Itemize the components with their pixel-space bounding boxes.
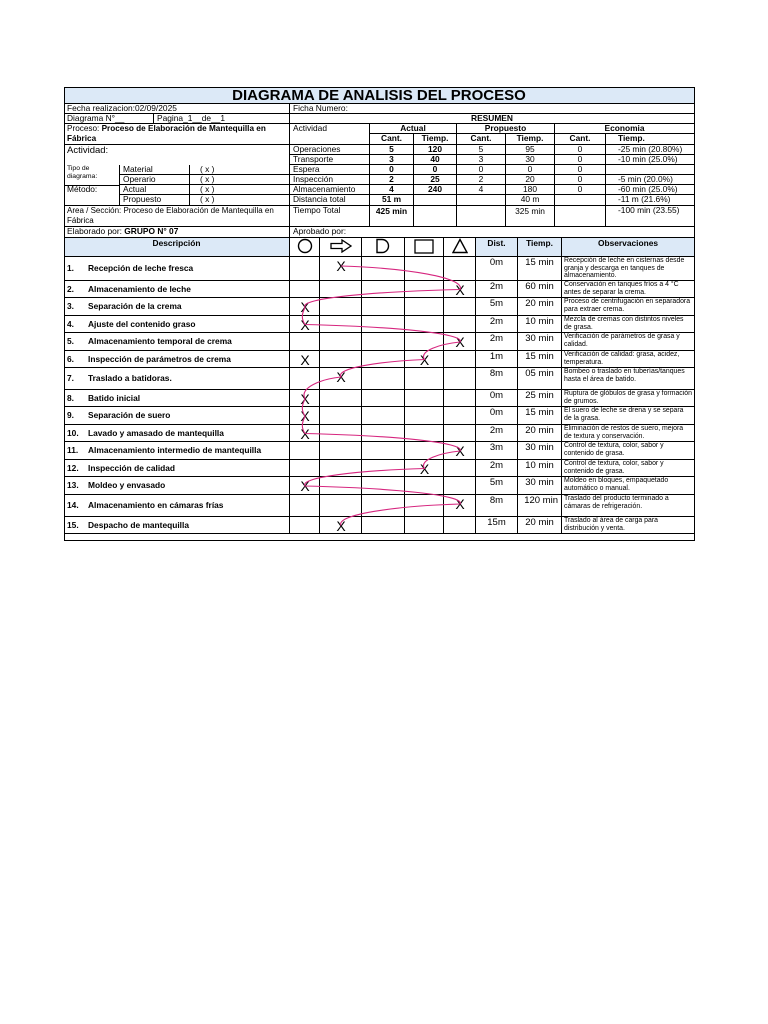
elaborado-label: Elaborado por: bbox=[67, 227, 122, 236]
elaborado-field bbox=[64, 227, 290, 238]
step-description bbox=[64, 257, 290, 281]
symbol-cell bbox=[362, 333, 405, 351]
actual-tiemp: 40 bbox=[414, 155, 457, 165]
fecha-field: Fecha realizacion:02/09/2025 bbox=[64, 104, 290, 114]
activity-x-mark: X bbox=[300, 390, 310, 407]
symbol-cell bbox=[290, 257, 320, 281]
symbol-cell bbox=[405, 477, 444, 495]
material-check: ( x ) bbox=[190, 165, 290, 175]
step-time: 20 min bbox=[518, 517, 562, 534]
step-label: Traslado a batidoras. bbox=[88, 373, 172, 383]
symbol-cell bbox=[405, 442, 444, 460]
economia-tiemp: -60 min (25.0%) bbox=[606, 185, 695, 195]
step-label: Separación de suero bbox=[88, 410, 171, 420]
step-number: 6. bbox=[67, 353, 74, 364]
step-observation: Control de textura, color, sabor y contenido de grasa. bbox=[562, 460, 695, 477]
summary-row-label: Espera bbox=[290, 165, 370, 175]
symbol-cell bbox=[320, 351, 362, 368]
summary-row-label: Almacenamiento bbox=[290, 185, 370, 195]
step-label: Almacenamiento en cámaras frías bbox=[88, 500, 224, 510]
actual-tiemp: 25 bbox=[414, 175, 457, 185]
step-observation: Mezcla de cremas con distintos niveles de grasa. bbox=[562, 316, 695, 333]
step-observation: Conservación en tanques fríos a 4 °C antes de separar la crema. bbox=[562, 281, 695, 298]
arrow-symbol-header bbox=[320, 238, 362, 257]
symbol-cell bbox=[290, 368, 320, 390]
step-distance: 1m bbox=[476, 351, 518, 368]
triangle-icon bbox=[452, 238, 468, 256]
actual-tiemp bbox=[414, 195, 457, 206]
propuesto-cant bbox=[457, 206, 506, 227]
symbol-cell bbox=[320, 442, 362, 460]
step-description bbox=[64, 425, 290, 442]
area-field: Area / Sección: Proceso de Elaboración de Mantequilla en Fábrica bbox=[64, 206, 290, 227]
activity-x-mark: X bbox=[455, 281, 465, 298]
step-number: 5. bbox=[67, 336, 74, 346]
propuesto-tiemp: 0 bbox=[506, 165, 555, 175]
propuesto-tiemp: 40 m bbox=[506, 195, 555, 206]
symbol-cell bbox=[320, 298, 362, 316]
step-description bbox=[64, 390, 290, 407]
symbol-cell bbox=[405, 425, 444, 442]
aprobado-field: Aprobado por: bbox=[290, 227, 695, 238]
economia-cant bbox=[555, 195, 606, 206]
ficha-field: Ficha Numero: bbox=[290, 104, 695, 114]
symbol-cell bbox=[290, 333, 320, 351]
step-description bbox=[64, 495, 290, 517]
step-time: 30 min bbox=[518, 477, 562, 495]
step-label: Moldeo y envasado bbox=[88, 480, 166, 490]
step-distance: 2m bbox=[476, 316, 518, 333]
economia-tiemp: -10 min (25.0%) bbox=[606, 155, 695, 165]
step-number: 14. bbox=[67, 500, 79, 510]
actual-heading: Actual bbox=[370, 124, 457, 134]
step-label: Ajuste del contenido graso bbox=[88, 318, 196, 329]
step-number: 7. bbox=[67, 373, 74, 383]
symbol-cell bbox=[362, 351, 405, 368]
symbol-cell bbox=[444, 517, 476, 534]
step-distance: 5m bbox=[476, 298, 518, 316]
symbol-cell bbox=[444, 477, 476, 495]
actual-cant: 3 bbox=[370, 155, 414, 165]
economia-cant: 0 bbox=[555, 185, 606, 195]
activity-x-mark: X bbox=[419, 351, 430, 368]
page-title: DIAGRAMA DE ANALISIS DEL PROCESO bbox=[64, 87, 695, 104]
step-description bbox=[64, 281, 290, 298]
triangle-symbol-header bbox=[444, 238, 476, 257]
symbol-cell bbox=[320, 390, 362, 407]
step-description bbox=[64, 517, 290, 534]
symbol-cell bbox=[405, 298, 444, 316]
symbol-cell bbox=[320, 425, 362, 442]
step-description bbox=[64, 368, 290, 390]
propuesto-cant: 2 bbox=[457, 175, 506, 185]
economia-cant: 0 bbox=[555, 165, 606, 175]
step-distance: 5m bbox=[476, 477, 518, 495]
square-icon bbox=[414, 239, 434, 256]
propuesto-cant: 4 bbox=[457, 185, 506, 195]
symbol-cell bbox=[362, 368, 405, 390]
resumen-heading: RESUMEN bbox=[290, 114, 695, 124]
dist-header: Dist. bbox=[476, 238, 518, 257]
step-distance: 8m bbox=[476, 368, 518, 390]
step-distance: 2m bbox=[476, 281, 518, 298]
material-option: Material bbox=[120, 165, 190, 175]
step-time: 05 min bbox=[518, 368, 562, 390]
symbol-cell bbox=[320, 316, 362, 333]
step-number: 1. bbox=[67, 263, 74, 273]
circle-symbol-header bbox=[290, 238, 320, 257]
symbol-cell bbox=[362, 257, 405, 281]
step-label: Despacho de mantequilla bbox=[88, 519, 189, 530]
symbol-cell bbox=[405, 281, 444, 298]
step-number: 3. bbox=[67, 301, 74, 311]
activity-x-mark: X bbox=[300, 316, 310, 333]
symbol-cell bbox=[320, 333, 362, 351]
propuesto-tiemp: 325 min bbox=[506, 206, 555, 227]
activity-x-mark: X bbox=[300, 425, 310, 442]
symbol-cell bbox=[290, 517, 320, 534]
symbol-cell bbox=[290, 442, 320, 460]
symbol-cell bbox=[444, 390, 476, 407]
step-number: 2. bbox=[67, 283, 74, 294]
actividad-left: Actividad: bbox=[64, 145, 290, 165]
step-number: 13. bbox=[67, 480, 79, 490]
propuesto-cant: 0 bbox=[457, 165, 506, 175]
step-label: Almacenamiento temporal de crema bbox=[88, 336, 232, 346]
summary-subheader: Tiemp. bbox=[606, 134, 695, 145]
pagina-field: Pagina_1__de__1 bbox=[154, 114, 290, 124]
activity-x-mark: X bbox=[336, 369, 346, 385]
step-distance: 2m bbox=[476, 425, 518, 442]
metodo-label: Método: bbox=[64, 185, 120, 206]
symbol-cell bbox=[405, 495, 444, 517]
economia-tiemp: -25 min (20.80%) bbox=[606, 145, 695, 155]
summary-row-label: Inspección bbox=[290, 175, 370, 185]
economia-cant: 0 bbox=[555, 155, 606, 165]
tiemp-header: Tiemp. bbox=[518, 238, 562, 257]
summary-row-label: Tiempo Total bbox=[290, 206, 370, 227]
symbol-cell bbox=[362, 407, 405, 425]
symbol-cell bbox=[290, 460, 320, 477]
symbol-cell bbox=[362, 495, 405, 517]
actual-cant: 2 bbox=[370, 175, 414, 185]
symbol-cell bbox=[362, 442, 405, 460]
symbol-cell bbox=[444, 407, 476, 425]
symbol-cell bbox=[405, 407, 444, 425]
symbol-cell bbox=[444, 368, 476, 390]
activity-x-mark: X bbox=[300, 478, 310, 494]
step-observation: Control de textura, color, sabor y contenido de grasa. bbox=[562, 442, 695, 460]
arrow-icon bbox=[330, 239, 352, 255]
summary-subheader: Cant. bbox=[555, 134, 606, 145]
step-observation: Verificación de calidad: grasa, acidez, temperatura. bbox=[562, 351, 695, 368]
symbol-cell bbox=[320, 477, 362, 495]
operario-check: ( x ) bbox=[190, 175, 290, 185]
step-distance: 15m bbox=[476, 517, 518, 534]
propuesto-tiemp: 180 bbox=[506, 185, 555, 195]
propuesto-tiemp: 20 bbox=[506, 175, 555, 185]
economia-cant: 0 bbox=[555, 145, 606, 155]
activity-x-mark: X bbox=[455, 334, 465, 350]
step-observation: Recepción de leche en cisternas desde granja y descarga en tanques de almacenamiento. bbox=[562, 257, 695, 281]
activity-x-mark: X bbox=[455, 496, 465, 512]
economia-tiemp: -5 min (20.0%) bbox=[606, 175, 695, 185]
actual-tiemp: 0 bbox=[414, 165, 457, 175]
symbol-cell bbox=[444, 257, 476, 281]
symbol-cell bbox=[405, 390, 444, 407]
activity-x-mark: X bbox=[336, 258, 346, 274]
descripcion-header: Descripción bbox=[64, 238, 290, 257]
symbol-cell bbox=[405, 257, 444, 281]
symbol-cell bbox=[444, 316, 476, 333]
step-label: Recepción de leche fresca bbox=[88, 263, 194, 273]
step-description bbox=[64, 407, 290, 425]
economia-cant bbox=[555, 206, 606, 227]
activity-x-mark: X bbox=[336, 517, 346, 534]
step-observation: Traslado al área de carga para distribución y venta. bbox=[562, 517, 695, 534]
step-time: 15 min bbox=[518, 351, 562, 368]
activity-x-mark: X bbox=[300, 408, 310, 424]
step-label: Almacenamiento de leche bbox=[88, 283, 191, 294]
tipo-diagrama-label: Tipo de diagrama: bbox=[64, 165, 120, 186]
step-time: 120 min bbox=[518, 495, 562, 517]
propuesto-cant: 3 bbox=[457, 155, 506, 165]
economia-tiemp: -11 m (21.6%) bbox=[606, 195, 695, 206]
step-number: 11. bbox=[67, 445, 79, 455]
symbol-cell bbox=[362, 281, 405, 298]
symbol-cell bbox=[320, 281, 362, 298]
actual-tiemp: 240 bbox=[414, 185, 457, 195]
observaciones-header: Observaciones bbox=[562, 238, 695, 257]
summary-row-label: Operaciones bbox=[290, 145, 370, 155]
step-distance: 0m bbox=[476, 390, 518, 407]
step-observation: Verificación de parámetros de grasa y calidad. bbox=[562, 333, 695, 351]
symbol-cell bbox=[405, 333, 444, 351]
step-label: Inspección de parámetros de crema bbox=[88, 353, 231, 364]
actual-cant: 5 bbox=[370, 145, 414, 155]
step-number: 9. bbox=[67, 410, 74, 420]
step-description bbox=[64, 477, 290, 495]
step-description bbox=[64, 460, 290, 477]
elaborado-value: GRUPO N° 07 bbox=[124, 227, 179, 236]
square-symbol-header bbox=[405, 238, 444, 257]
step-distance: 0m bbox=[476, 407, 518, 425]
proceso-label: Proceso: bbox=[67, 124, 100, 133]
symbol-cell bbox=[320, 495, 362, 517]
step-distance: 8m bbox=[476, 495, 518, 517]
symbol-cell bbox=[362, 425, 405, 442]
symbol-cell bbox=[405, 368, 444, 390]
step-observation: Bombeo o traslado en tuberías/tanques hasta el área de batido. bbox=[562, 368, 695, 390]
step-description bbox=[64, 316, 290, 333]
actual-cant: 425 min bbox=[370, 206, 414, 227]
propuesto-heading: Propuesto bbox=[457, 124, 555, 134]
symbol-cell bbox=[444, 351, 476, 368]
step-description bbox=[64, 333, 290, 351]
step-description bbox=[64, 298, 290, 316]
symbol-cell bbox=[320, 407, 362, 425]
actual-check: ( x ) bbox=[190, 185, 290, 195]
actual-tiemp bbox=[414, 206, 457, 227]
step-time: 15 min bbox=[518, 407, 562, 425]
economia-tiemp bbox=[606, 165, 695, 175]
symbol-cell bbox=[320, 460, 362, 477]
step-time: 30 min bbox=[518, 442, 562, 460]
step-label: Inspección de calidad bbox=[88, 462, 176, 473]
symbol-cell bbox=[290, 495, 320, 517]
symbol-cell bbox=[405, 316, 444, 333]
step-observation: Moldeo en bloques, empaquetado automático o manual. bbox=[562, 477, 695, 495]
activity-x-mark: X bbox=[419, 460, 430, 477]
circle-icon bbox=[297, 238, 313, 256]
symbol-cell bbox=[362, 477, 405, 495]
symbol-cell bbox=[362, 460, 405, 477]
step-time: 30 min bbox=[518, 333, 562, 351]
step-number: 4. bbox=[67, 318, 74, 329]
step-time: 10 min bbox=[518, 460, 562, 477]
actual-tiemp: 120 bbox=[414, 145, 457, 155]
step-distance: 2m bbox=[476, 460, 518, 477]
propuesto-cant bbox=[457, 195, 506, 206]
symbol-cell bbox=[444, 460, 476, 477]
step-time: 25 min bbox=[518, 390, 562, 407]
summary-subheader: Cant. bbox=[370, 134, 414, 145]
step-distance: 0m bbox=[476, 257, 518, 281]
step-number: 12. bbox=[67, 462, 79, 473]
process-analysis-sheet bbox=[64, 87, 695, 541]
step-number: 10. bbox=[67, 427, 79, 438]
step-distance: 3m bbox=[476, 442, 518, 460]
propuesto-cant: 5 bbox=[457, 145, 506, 155]
activity-x-mark: X bbox=[300, 351, 310, 368]
step-number: 8. bbox=[67, 392, 74, 403]
step-description bbox=[64, 351, 290, 368]
step-distance: 2m bbox=[476, 333, 518, 351]
step-observation: Eliminación de restos de suero, mejora de textura y conservación. bbox=[562, 425, 695, 442]
economia-heading: Economia bbox=[555, 124, 695, 134]
proceso-field bbox=[64, 124, 290, 145]
actividad-heading: Actividad bbox=[290, 124, 370, 145]
step-time: 10 min bbox=[518, 316, 562, 333]
step-description bbox=[64, 442, 290, 460]
proceso-value: Proceso de Elaboración de Mantequilla en Fábrica bbox=[67, 124, 266, 143]
step-label: Lavado y amasado de mantequilla bbox=[88, 427, 224, 438]
d-symbol-header bbox=[362, 238, 405, 257]
step-label: Separación de la crema bbox=[88, 301, 182, 311]
summary-subheader: Tiemp. bbox=[414, 134, 457, 145]
step-time: 60 min bbox=[518, 281, 562, 298]
economia-tiemp: -100 min (23.55) bbox=[606, 206, 695, 227]
propuesto-check: ( x ) bbox=[190, 195, 290, 206]
summary-subheader: Cant. bbox=[457, 134, 506, 145]
symbol-cell bbox=[362, 390, 405, 407]
step-time: 20 min bbox=[518, 425, 562, 442]
d-icon bbox=[375, 238, 391, 256]
symbol-cell bbox=[290, 281, 320, 298]
symbol-cell bbox=[444, 298, 476, 316]
symbol-cell bbox=[362, 316, 405, 333]
diagrama-field: Diagrama N°__ bbox=[64, 114, 154, 124]
propuesto-tiemp: 95 bbox=[506, 145, 555, 155]
step-time: 15 min bbox=[518, 257, 562, 281]
operario-option: Operario bbox=[120, 175, 190, 185]
symbol-cell bbox=[405, 517, 444, 534]
actual-cant: 0 bbox=[370, 165, 414, 175]
summary-row-label: Distancia total bbox=[290, 195, 370, 206]
step-observation: Traslado del producto terminado a cámaras de refrigeración. bbox=[562, 495, 695, 517]
actual-option: Actual bbox=[120, 185, 190, 195]
summary-row-label: Transporte bbox=[290, 155, 370, 165]
activity-x-mark: X bbox=[300, 299, 310, 315]
step-time: 20 min bbox=[518, 298, 562, 316]
propuesto-tiemp: 30 bbox=[506, 155, 555, 165]
step-label: Almacenamiento intermedio de mantequilla bbox=[88, 445, 262, 455]
step-label: Batido inicial bbox=[88, 392, 141, 403]
step-observation: El suero de leche se drena y se separa de la grasa. bbox=[562, 407, 695, 425]
summary-subheader: Tiemp. bbox=[506, 134, 555, 145]
step-observation: Ruptura de glóbulos de grasa y formación de grumos. bbox=[562, 390, 695, 407]
propuesto-option: Propuesto bbox=[120, 195, 190, 206]
actual-cant: 4 bbox=[370, 185, 414, 195]
step-observation: Proceso de centrifugación en separadora para extraer crema. bbox=[562, 298, 695, 316]
symbol-cell bbox=[444, 425, 476, 442]
symbol-cell bbox=[362, 517, 405, 534]
step-number: 15. bbox=[67, 519, 79, 530]
economia-cant: 0 bbox=[555, 175, 606, 185]
symbol-cell bbox=[362, 298, 405, 316]
actual-cant: 51 m bbox=[370, 195, 414, 206]
activity-x-mark: X bbox=[455, 443, 465, 459]
